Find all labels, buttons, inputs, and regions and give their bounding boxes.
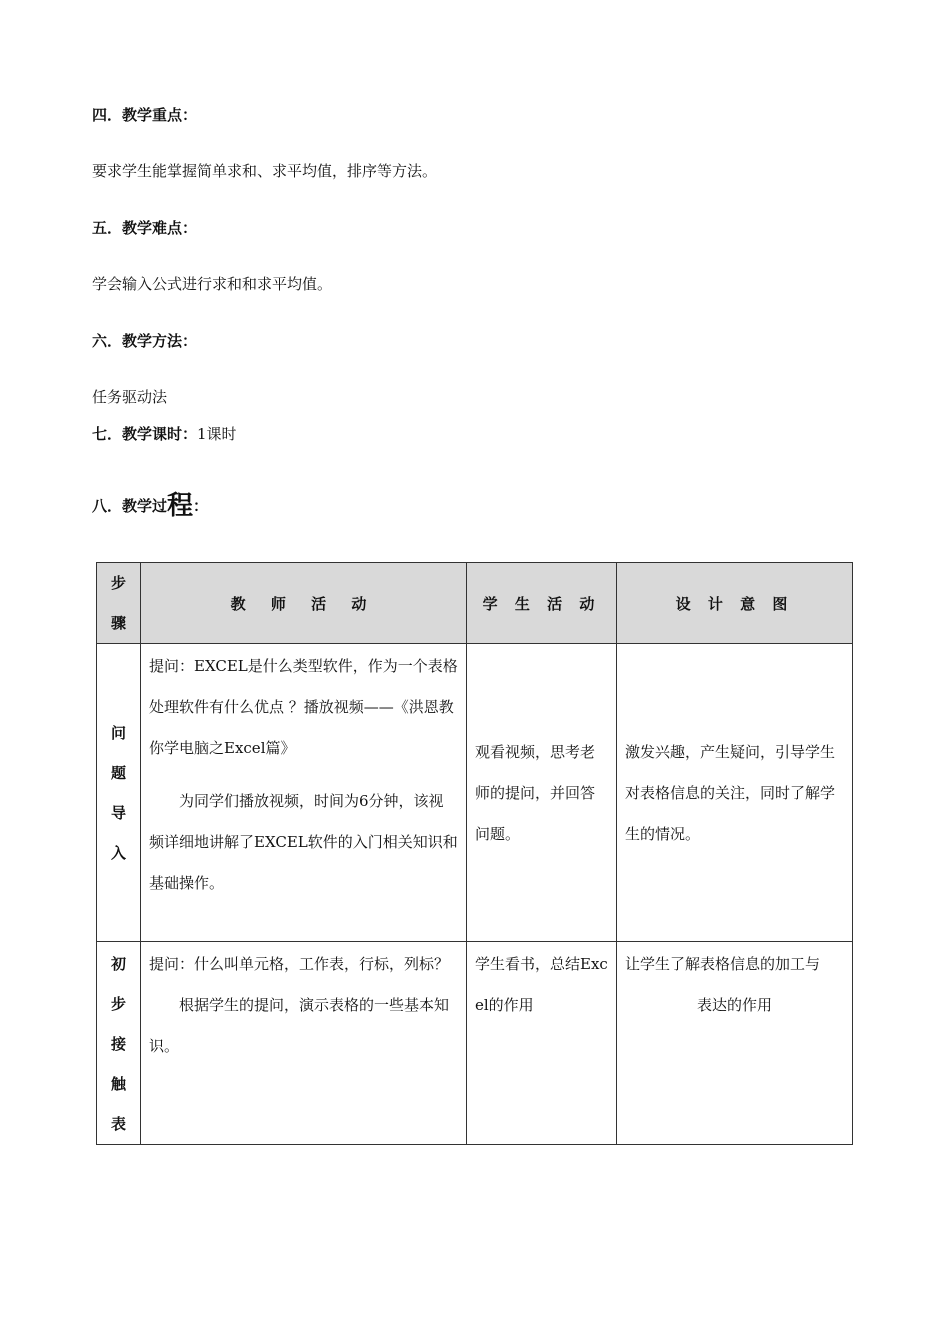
- section-4-title: 四．教学重点：: [92, 106, 198, 124]
- teacher-activity-p2: 根据学生的提问，演示表格的一些基本知识。: [149, 996, 450, 1055]
- design-intent-cell: [617, 942, 853, 1145]
- design-intent-line1: 让学生了解表格信息的加工与: [625, 955, 821, 973]
- section-8-title-suffix: ：: [193, 497, 209, 515]
- section-8-title: [92, 485, 208, 522]
- student-activity-cell: [467, 942, 617, 1145]
- header-design-intent: 设 计 意 图: [617, 563, 853, 644]
- teacher-activity-cell: [141, 942, 467, 1145]
- table-row: [97, 644, 853, 942]
- teacher-activity-cell: [141, 644, 467, 942]
- teacher-activity-p1: 提问：EXCEL是什么类型软件，作为一个表格处理软件有什么优点 ？播放视频——《洪恩教你学电脑之Excel篇》: [149, 657, 458, 757]
- design-intent-text: 激发兴趣，产生疑问，引导学生对表格信息的关注，同时了解学生的情况。: [625, 743, 836, 843]
- header-step: 步 骤: [97, 563, 141, 644]
- section-7: [92, 423, 237, 444]
- step-cell: 初 步 接 触 表: [97, 942, 141, 1145]
- section-7-title: 七．教学课时：: [92, 425, 198, 443]
- student-activity-text: 观看视频，思考老师的提问，并回答问题。: [475, 743, 596, 843]
- section-7-value: 1课时: [197, 425, 237, 443]
- teacher-activity-p2: 为同学们播放视频，时间为6分钟，该视频详细地讲解了EXCEL软件的入门相关知识和基础操作。: [149, 792, 458, 892]
- student-activity-text: 学生看书，总结Excel的作用: [475, 955, 608, 1014]
- step-cell: 问 题 导 入: [97, 644, 141, 942]
- table-row: [97, 942, 853, 1145]
- header-student-activity: 学 生 活 动: [467, 563, 617, 644]
- section-5-title: 五．教学难点：: [92, 219, 198, 237]
- student-activity-cell: [467, 644, 617, 942]
- header-teacher-activity: 教 师 活 动: [141, 563, 467, 644]
- teaching-process-table: [96, 562, 853, 1145]
- table-header-row: [97, 563, 853, 644]
- section-8-title-big: 程: [167, 491, 194, 521]
- design-intent-cell: [617, 644, 853, 942]
- section-6-title: 六．教学方法：: [92, 332, 198, 350]
- section-6-body: 任务驱动法: [92, 388, 168, 406]
- section-8-title-prefix: 八．教学过: [92, 497, 168, 515]
- design-intent-line2: 表达的作用: [696, 996, 772, 1014]
- section-5-body: 学会输入公式进行求和和求平均值。: [92, 275, 333, 293]
- section-4-body: 要求学生能掌握简单求和、求平均值，排序等方法。: [92, 162, 438, 180]
- teacher-activity-p1: 提问：什么叫单元格，工作表，行标，列标？: [149, 955, 450, 973]
